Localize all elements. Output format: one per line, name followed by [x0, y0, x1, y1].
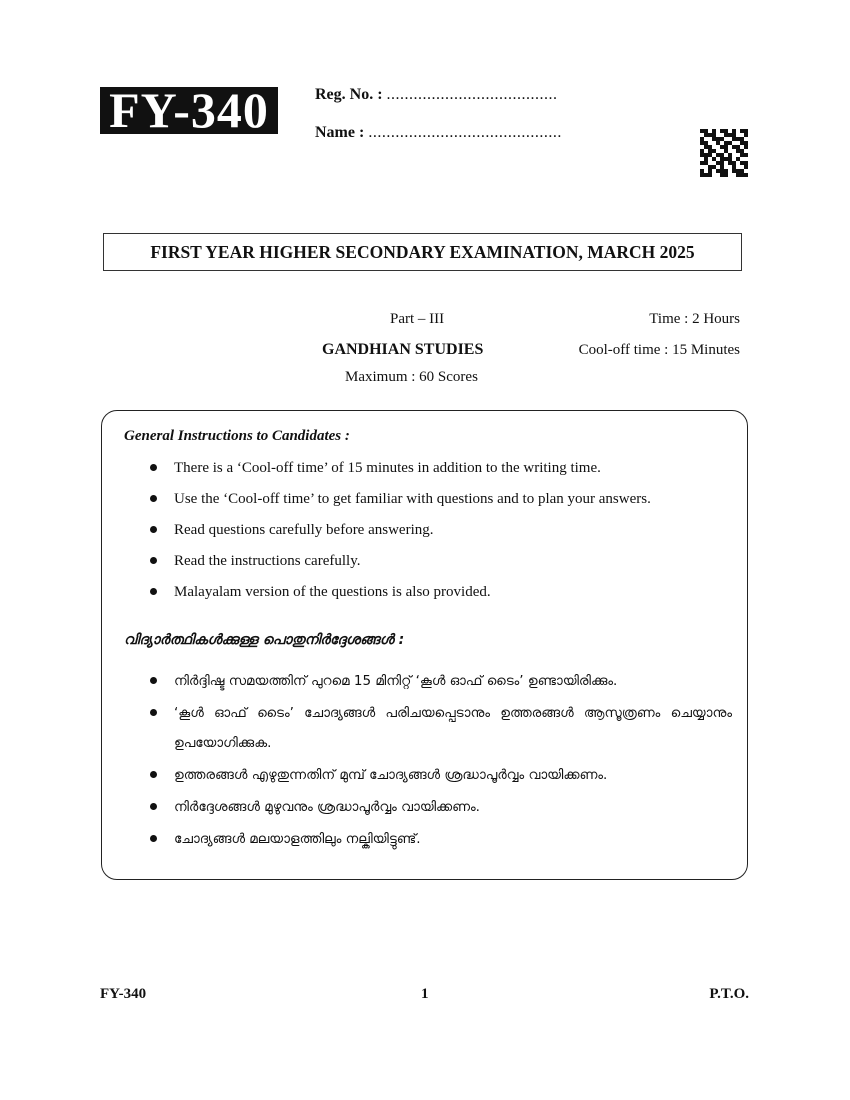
maximum-score: Maximum : 60 Scores — [345, 369, 478, 385]
instruction-item: Use the ‘Cool-off time’ to get familiar with questions and to plan your answers. — [148, 488, 733, 510]
instruction-item: There is a ‘Cool-off time’ of 15 minutes in addition to the writing time. — [148, 457, 733, 479]
name-label: Name : — [315, 124, 365, 141]
name-field — [315, 124, 562, 142]
reg-no-field — [315, 86, 558, 104]
malayalam-instruction-item: നിർദ്ദിഷ്ട സമയത്തിന് പുറമെ 15 മിനിറ്റ് ‘കൂൾ ഓഫ് ടൈം’ ഉണ്ടായിരിക്കും. — [148, 666, 732, 696]
instructions-heading: General Instructions to Candidates : — [124, 428, 350, 444]
malayalam-instructions-list — [148, 666, 732, 856]
malayalam-instruction-item: നിർദ്ദേശങ്ങൾ മുഴുവനും ശ്രദ്ധാപൂർവ്വം വായിക്കണം. — [148, 792, 732, 822]
reg-no-label: Reg. No. : — [315, 86, 383, 103]
page-number: 1 — [421, 986, 429, 1002]
exam-part: Part – III — [390, 311, 445, 327]
exam-subject: GANDHIAN STUDIES — [322, 341, 484, 358]
footer-paper-code: FY-340 — [100, 986, 147, 1002]
qr-code-icon — [700, 129, 748, 177]
exam-title: FIRST YEAR HIGHER SECONDARY EXAMINATION, MARCH 2025 — [103, 233, 742, 271]
instruction-item: Read questions carefully before answering. — [148, 519, 733, 541]
malayalam-instructions-heading: വിദ്യാർത്ഥികൾക്കുള്ള പൊതുനിർദ്ദേശങ്ങൾ : — [124, 632, 405, 648]
malayalam-instruction-item: ‘കൂൾ ഓഫ് ടൈം’ ചോദ്യങ്ങൾ പരിചയപ്പെടാനും ഉത്തരങ്ങൾ ആസൂത്രണം ചെയ്യാനും ഉപയോഗിക്കുക. — [148, 698, 732, 758]
please-turn-over: P.T.O. — [709, 986, 749, 1002]
reg-no-blank: ...................................... — [386, 86, 558, 103]
name-blank: ........................................... — [368, 124, 562, 141]
instructions-list — [148, 457, 733, 612]
cool-off-time: Cool-off time : 15 Minutes — [578, 342, 740, 358]
malayalam-instruction-item: ചോദ്യങ്ങൾ മലയാളത്തിലും നല്കിയിട്ടുണ്ട്. — [148, 824, 732, 854]
instruction-item: Malayalam version of the questions is also provided. — [148, 581, 733, 603]
malayalam-instruction-item: ഉത്തരങ്ങൾ എഴുതുന്നതിന് മുമ്പ് ചോദ്യങ്ങൾ ശ്രദ്ധാപൂർവ്വം വായിക്കണം. — [148, 760, 732, 790]
exam-time: Time : 2 Hours — [649, 311, 740, 327]
paper-code-badge: FY-340 — [100, 87, 278, 134]
instruction-item: Read the instructions carefully. — [148, 550, 733, 572]
